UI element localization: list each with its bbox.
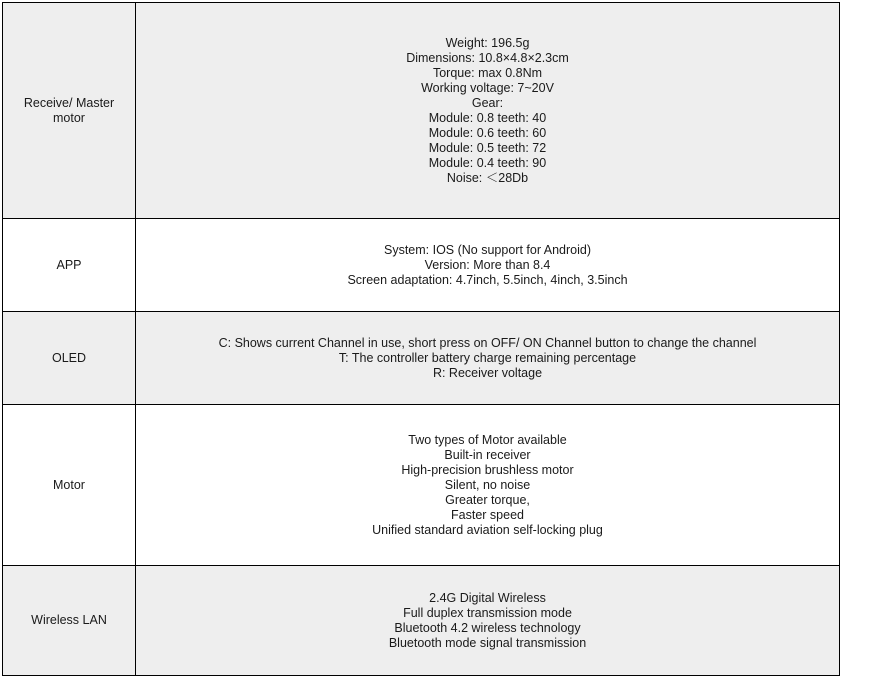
row-content: [136, 405, 840, 566]
spec-line: Unified standard aviation self-locking plug: [372, 522, 603, 537]
row-label: Receive/ Master motor: [3, 3, 136, 219]
spec-line: Full duplex transmission mode: [403, 605, 572, 620]
row-content: [136, 3, 840, 219]
spec-line: System: IOS (No support for Android): [383, 242, 592, 257]
spec-line: Module: 0.5 teeth: 72: [428, 140, 547, 155]
table-row: [3, 219, 840, 312]
spec-line: Weight: 196.5g: [445, 35, 530, 50]
spec-line: 2.4G Digital Wireless: [429, 590, 546, 605]
spec-line: Module: 0.8 teeth: 40: [428, 110, 547, 125]
row-label: Motor: [3, 405, 136, 566]
spec-line: Module: 0.6 teeth: 60: [428, 125, 547, 140]
row-content: [136, 219, 840, 312]
spec-line: Greater torque,: [445, 492, 530, 507]
spec-line: Gear:: [471, 95, 504, 110]
table-row: [3, 312, 840, 405]
spec-table: [2, 2, 840, 676]
row-content: [136, 312, 840, 405]
spec-line: Bluetooth 4.2 wireless technology: [394, 620, 581, 635]
spec-line: Built-in receiver: [444, 447, 531, 462]
spec-line: C: Shows current Channel in use, short press on OFF/ ON Channel button to change the channel: [218, 335, 757, 350]
spec-line: Two types of Motor available: [408, 432, 567, 447]
row-label: APP: [3, 219, 136, 312]
spec-line: Dimensions: 10.8×4.8×2.3cm: [406, 50, 569, 65]
spec-line: Torque: max 0.8Nm: [432, 65, 543, 80]
spec-line: Noise: ＜28Db: [446, 170, 529, 185]
table-row: [3, 3, 840, 219]
spec-line: T: The controller battery charge remaining percentage: [338, 350, 637, 365]
row-label: OLED: [3, 312, 136, 405]
table-row: [3, 405, 840, 566]
table-row: [3, 566, 840, 676]
spec-line: High-precision brushless motor: [401, 462, 574, 477]
spec-line: Module: 0.4 teeth: 90: [428, 155, 547, 170]
row-label: Wireless LAN: [3, 566, 136, 676]
spec-line: Working voltage: 7~20V: [421, 80, 554, 95]
spec-line: Faster speed: [451, 507, 524, 522]
row-content: [136, 566, 840, 676]
spec-line: Silent, no noise: [444, 477, 531, 492]
spec-line: Bluetooth mode signal transmission: [388, 635, 587, 650]
spec-line: Version: More than 8.4: [424, 257, 551, 272]
spec-line: Screen adaptation: 4.7inch, 5.5inch, 4inch, 3.5inch: [347, 272, 628, 287]
spec-line: R: Receiver voltage: [432, 365, 543, 380]
